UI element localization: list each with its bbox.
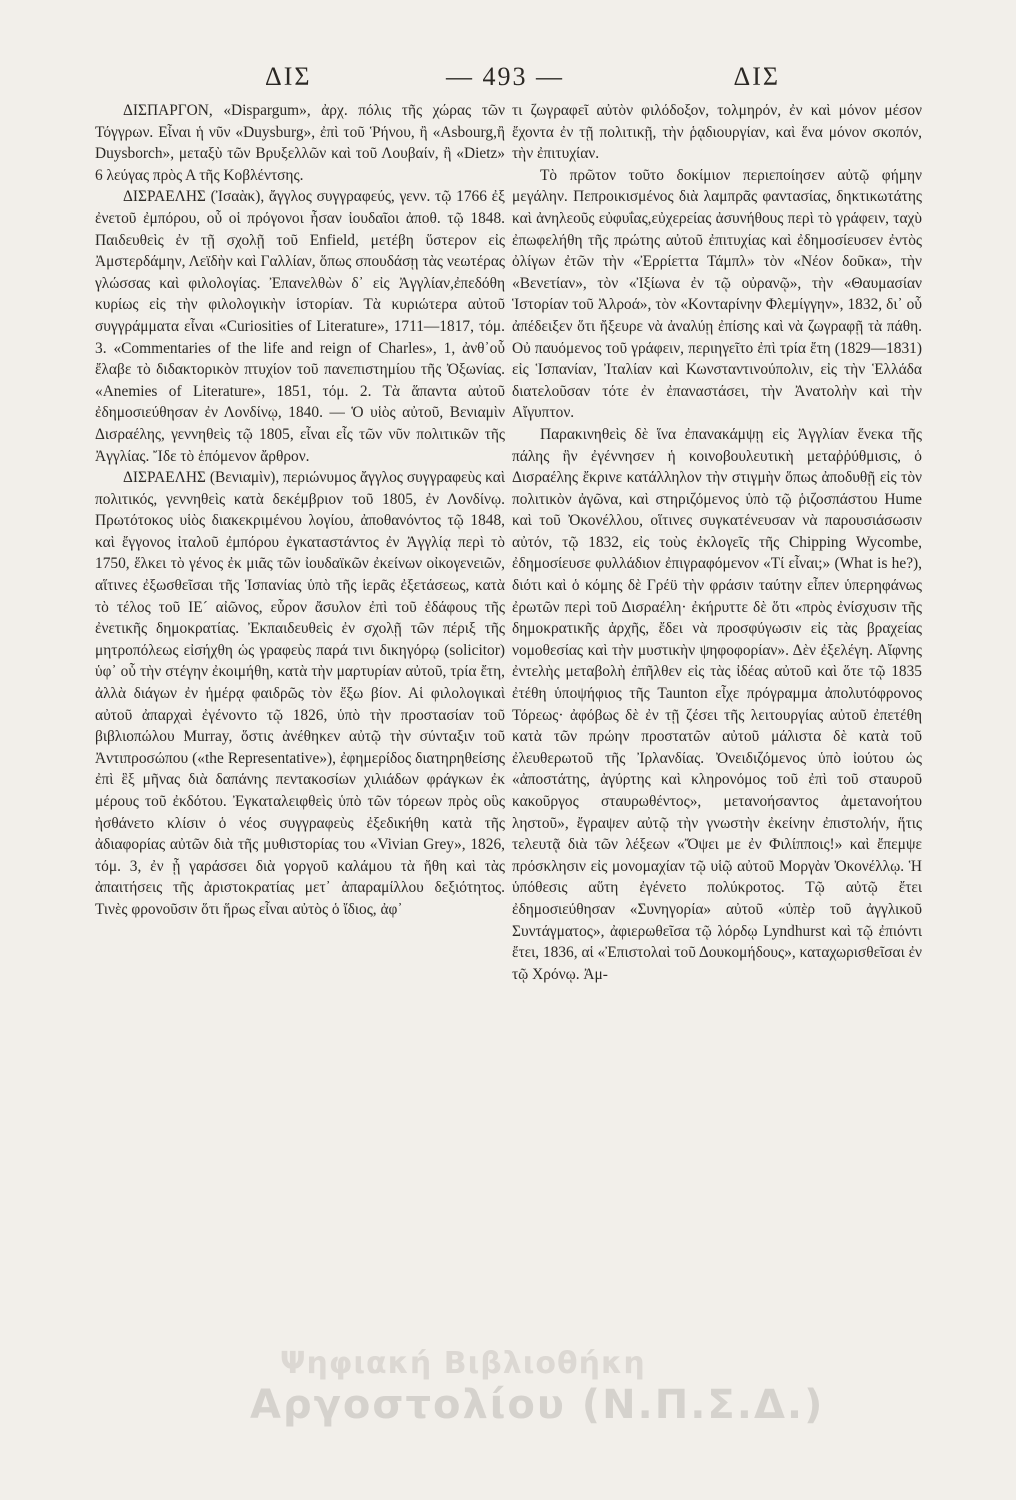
paragraph-continuation: τι ζωγραφεῖ αὐτὸν φιλόδοξον, τολμηρόν, ἐν καὶ μόνον μέσον ἔχοντα ἐν τῇ πολιτικῇ, τὴν ῥᾳδιουργίαν, καὶ ἕνα μόνον σκοπόν, τὴν ἐπιτυχίαν. [512, 102, 922, 163]
watermark-line-2: Αργοστολίου (Ν.Π.Σ.Δ.) [250, 1382, 825, 1428]
paragraph: Τὸ πρῶτον τοῦτο δοκίμιον περιεποίησεν αὐτῷ φήμην μεγάλην. Πεπροικισμένος διὰ λαμπρᾶς φαντασίας, δηκτικωτάτης καὶ ἀνηλεοῦς εὐφυΐας,εὐχερείας ἀσυνήθους περὶ τὸ γράφειν, ταχὺ ἐπωφελήθη τῆς πρώτης αὐτοῦ ἐπιτυχίας καὶ ἐδημοσίευσεν ἐντὸς ὀλίγων ἐτῶν τὴν «Ἐρρίεττα Τάμπλ» τὸν «Νέον δοῦκα», τὴν «Βενετίαν», τὸν «Ἰξίωνα ἐν τῷ οὐρανῷ», τὴν «Θαυμασίαν Ἱστορίαν τοῦ Ἀλροά», τὸν «Κονταρίνην Φλεμίγγην», 1832, δι᾽ οὗ ἀπέδειξεν ὅτι ἤξευρε νὰ ἀναλύῃ ἐπίσης καὶ νὰ ζωγραφῇ τὰ πάθη. Οὐ παυόμενος τοῦ γράφειν, περιηγεῖτο ἐπὶ τρία ἔτη (1829—1831) εἰς Ἱσπανίαν, Ἰταλίαν καὶ Κωνσταντινούπολιν, εἰς τὴν Ἑλλάδα διατελοῦσαν τότε ἐν ἐπαναστάσει, τὴν Ἀνατολὴν καὶ τὴν Αἴγυπτον. [512, 166, 922, 422]
entry-disraeli-isaac: ΔΙΣΡΑΕΛΗΣ (Ἰσαὰκ), ἄγγλος συγγραφεύς, γενν. τῷ 1766 ἐξ ἐνετοῦ ἐμπόρου, οὗ οἱ πρόγονοι ἦσαν ἰουδαῖοι ἀποθ. τῷ 1848. Παιδευθεὶς ἐν τῇ σχολῇ τοῦ Enfield, μετέβη ὕστερον εἰς Ἀμστερδάμην, Λεϊδὴν καὶ Γαλλίαν, ὅπως σπουδάσῃ τὰς νεωτέρας γλώσσας καὶ φιλολογίας. Ἐπανελθὼν δ᾽ εἰς Ἀγγλίαν,ἐπεδόθη κυρίως εἰς τὴν φιλολογικὴν ἱστορίαν. Τὰ κυριώτερα αὐτοῦ συγγράμματα εἶναι «Curiosities of Literature», 1711—1817, τόμ. 3. «Commentaries of the life and reign of Charles», 1, ἀνθ᾽οὗ ἔλαβε τὸ διδακτορικὸν πτυχίον τοῦ πανεπιστημίου τῆς Ὀξωνίας. «Anemies of Literature», 1851, τόμ. 2. Τὰ ἅπαντα αὐτοῦ ἐδημοσιεύθησαν ἐν Λονδίνῳ, 1840. — Ὁ υἱὸς αὐτοῦ, Βενιαμὶν Δισραέλης, γεννηθεὶς τῷ 1805, εἶναι εἷς τῶν νῦν πολιτικῶν τῆς Ἀγγλίας. Ἴδε τὸ ἑπόμενον ἄρθρον. [95, 188, 505, 465]
watermark-line-1: Ψηφιακή Βιβλιοθήκη [280, 1346, 646, 1381]
right-column [512, 100, 922, 1410]
page-header [95, 62, 915, 96]
page-number: — 493 — [446, 62, 564, 91]
entry-disraeli-benjamin: ΔΙΣΡΑΕΛΗΣ (Βενιαμὶν), περιώνυμος ἄγγλος συγγραφεὺς καὶ πολιτικός, γεννηθεὶς κατὰ δεκέμβριον τοῦ 1805, ἐν Λονδίνῳ. Πρωτότοκος υἱὸς διακεκριμένου λογίου, ἀποθανόντος τῷ 1848, καὶ ἔγγονος ἰταλοῦ ἐμπόρου ἐγκαταστάντος ἐν Ἀγγλίᾳ περὶ τὸ 1750, ἕλκει τὸ γένος ἐκ μιᾶς τῶν ἰουδαϊκῶν ἐκείνων οἰκογενειῶν, αἵτινες ἐξωσθεῖσαι τῆς Ἱσπανίας ὑπὸ τῆς ἱερᾶς ἐξετάσεως, κατὰ τὸ τέλος τοῦ ΙΕ´ αἰῶνος, εὗρον ἄσυλον ἐπὶ τοῦ ἐδάφους τῆς ἐνετικῆς δημοκρατίας. Ἐκπαιδευθεὶς ἐν σχολῇ τῶν πέριξ τῆς μητροπόλεως εἰσήχθη ὡς γραφεὺς παρά τινι δικηγόρῳ (solicitor) ὑφ᾽ οὗ τὴν στέγην ἐκοιμήθη, κατὰ τὴν μαρτυρίαν αὐτοῦ, τρία ἔτη, ἀλλὰ διάγων ἐν ἡμέρᾳ φαιδρῶς τὸν ἔξω βίον. Αἱ φιλολογικαὶ αὐτοῦ ἀπαρχαὶ ἐγένοντο τῷ 1826, ὑπὸ τὴν προστασίαν τοῦ βιβλιοπώλου Murray, ὅστις ἀνέθηκεν αὐτῷ τὴν σύνταξιν τοῦ Ἀντιπροσώπου («the Representative»), ἐφημερίδος διατηρηθείσης ἐπὶ ἓξ μῆνας διὰ δαπάνης πεντακοσίων χιλιάδων φράγκων ἐκ μέρους τοῦ ἐκδότου. Ἐγκαταλειφθεὶς ὑπὸ τῶν τόρεων πρὸς οὓς ἠσθάνετο κλίσιν ὁ νέος συγγραφεὺς ἐξεδικήθη κατὰ τῆς ἀδιαφορίας αὐτῶν διὰ τῆς μυθιστορίας του «Vivian Grey», 1826, τόμ. 3, ἐν ᾗ γαράσσει διὰ γοργοῦ καλάμου τὰ ἤθη καὶ τὰς ἀπαιτήσεις τῆς ἀριστοκρατίας μετ᾽ ἀπαραμίλλου δεξιότητος. Τινὲς φρονοῦσιν ὅτι ἥρως εἶναι αὐτὸς ὁ ἴδιος, ἀφ᾽ [95, 469, 505, 918]
entry-disparagon: ΔΙΣΠΑΡΓΟΝ, «Dispargum», ἀρχ. πόλις τῆς χώρας τῶν Τόγγρων. Εἶναι ἡ νῦν «Duysburg», ἐπὶ τοῦ Ῥήνου, ἢ «Asbourg,ἢ Duysborch», μεταξὺ τῶν Βρυξελλῶν καὶ τοῦ Λουβαίν, ἢ «Dietz» 6 λεύγας πρὸς Α τῆς Κοβλέντσης. [95, 102, 505, 184]
left-column [95, 100, 505, 1410]
running-head-right: ΔΙΣ [733, 62, 780, 91]
paragraph: Παρακινηθεὶς δὲ ἵνα ἐπανακάμψῃ εἰς Ἀγγλίαν ἕνεκα τῆς πάλης ἣν ἐγέννησεν ἡ κοινοβουλευτικὴ μεταῤῥύθμισις, ὁ Δισραέλης ἔκρινε κατάλληλον τὴν στιγμὴν ὅπως ἀποδυθῇ εἰς τὸν πολιτικὸν ἀγῶνα, καὶ στηριζόμενος ὑπὸ τῷ ῥιζοσπάστου Hume καὶ τοῦ Ὀκονέλλου, οἵτινες συγκατένευσαν νὰ παρουσιάσωσιν αὐτόν, τῷ 1832, εἰς τοὺς ἐκλογεῖς τῆς Chipping Wycombe, ἐδημοσίευσε φυλλάδιον ἐπιγραφόμενον «Τί εἶναι;» (What is he?), διότι καὶ ὁ κόμης δὲ Γρέϋ τὴν φράσιν ταύτην εἶπεν ὑπερηφάνως ἐρωτῶν περὶ τοῦ Δισραέλη· ἐκήρυττε δὲ ὅτι «πρὸς ἐνίσχυσιν τῆς δημοκρατικῆς ἀρχῆς, ἔδει νὰ προσφύγωσιν εἰς τὰς βραχείας νομοθεσίας καὶ τὴν μυστικὴν ψηφοφορίαν». Δὲν ἐξελέγη. Αἴφνης ἐντελὴς μεταβολὴ ἐπῆλθεν εἰς τὰς ἰδέας αὐτοῦ καὶ ὅτε τῷ 1835 ἐτέθη ὑποψήφιος τῆς Taunton εἶχε πρόγραμμα ἀπολυτόφρονος Τόρεως· ἀφόβως δὲ ἐν τῇ ζέσει τῆς λειτουργίας αὐτοῦ ἐπετέθη κατὰ τῶν πρώην προστατῶν αὐτοῦ μάλιστα δὲ κατὰ τοῦ ἐλευθερωτοῦ τῆς Ἰρλανδίας. Ὀνειδιζόμενος ὑπὸ ἰούτου ὡς «ἀποστάτης, ἀγύρτης καὶ κληρονόμος τοῦ ἐπὶ τοῦ σταυροῦ κακοῦργος σταυρωθέντος», μετανοήσαντος ἀμετανοήτου ληστοῦ», ἔγραψεν αὐτῷ τὴν γνωστὴν ἐκείνην ἐπιστολήν, ἥτις τελευτᾷ διὰ τῶν λέξεων «Ὄψει με ἐν Φιλίπποις!» καὶ ἔπεμψε πρόσκλησιν εἰς μονομαχίαν τῷ υἱῷ αὐτοῦ Μοργὰν Ὀκονέλλῳ. Ἡ ὑπόθεσις αὕτη ἐγένετο πολύκροτος. Τῷ αὐτῷ ἔτει ἐδημοσιεύθησαν «Συνηγορία» αὐτοῦ «ὑπὲρ τοῦ ἀγγλικοῦ Συντάγματος», ἀφιερωθεῖσα τῷ λόρδῳ Lyndhurst καὶ τῷ ἐπιόντι ἔτει, 1836, αἱ «Ἐπιστολαὶ τοῦ Δουκομήδους», καταχωρισθεῖσαι ἐν τῷ Χρόνῳ. Ἀμ- [512, 425, 922, 983]
running-head-left: ΔΙΣ [265, 62, 312, 91]
